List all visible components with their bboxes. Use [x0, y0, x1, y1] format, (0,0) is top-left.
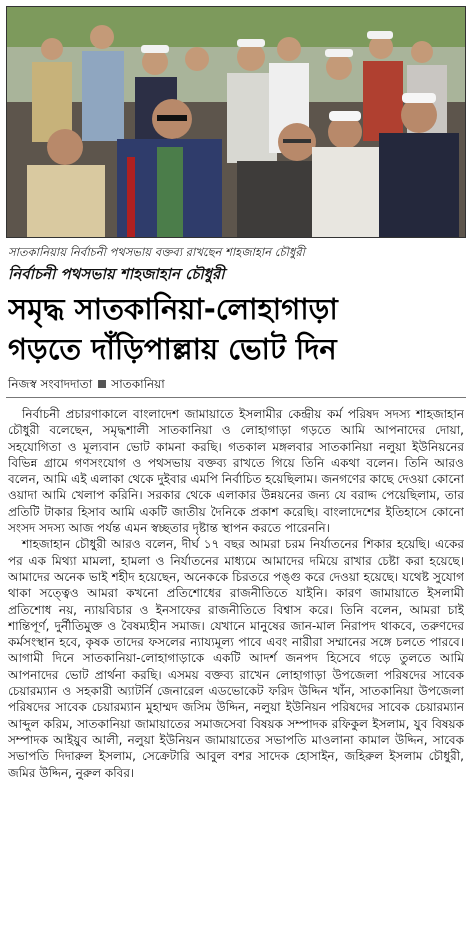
photo-caption: সাতকানিয়ায় নির্বাচনী পথসভায় বক্তব্য রাখছেন শাহজাহান চৌধুরী	[8, 245, 305, 259]
crowd-photo-image	[7, 7, 465, 237]
byline-location: সাতকানিয়া	[111, 377, 165, 391]
article-paragraph: নির্বাচনী প্রচারণাকালে বাংলাদেশ জামায়াতে ইসলামীর কেন্দ্রীয় কর্ম পরিষদ সদস্য শাহজাহান চৌধুরী বলেছেন, সমৃদ্ধশালী সাতকানিয়া ও লোহাগাড়া গড়তে আমি আপনাদের দোয়া, সহযোগিতা ও মূল্যবান ভোট কামনা করছি। গতকাল মঙ্গলবার সাতকানিয়া নলুয়া ইউনিয়নের বিভিন্ন গ্রামে গণসংযোগ ও পথসভায় বক্তব্য রাখতে গিয়ে তিনি একথা বলেন। তিনি আরও বলেন, আমি এই এলাকা থেকে দুইবার এমপি নির্বাচিত হয়েছিলাম। জনগণের কাছে দেওয়া কোনো ওয়াদা আমি খেলাপ করিনি। সরকার থেকে এলাকার উন্নয়নের জন্য যে বরাদ্দ পেয়েছিলাম, তার প্রতিটি টাকার হিসাব আমি একটি জাতীয় দৈনিকে প্রকাশ করেছি। বাংলাদেশের ইতিহাসে কোনো সংসদ সদস্য আজ পর্যন্ত এমন স্বচ্ছতার দৃষ্টান্ত স্থাপন করতে পারেননি।	[8, 407, 464, 536]
divider	[6, 397, 466, 398]
headline-line-1: সমৃদ্ধ সাতকানিয়া-লোহাগাড়া	[8, 292, 338, 326]
article-kicker: নির্বাচনী পথসভায় শাহজাহান চৌধুরী	[8, 265, 225, 283]
article-body	[8, 406, 464, 924]
byline-reporter: নিজস্ব সংবাদদাতা	[8, 377, 93, 391]
article-paragraph: শাহজাহান চৌধুরী আরও বলেন, দীর্ঘ ১৭ বছর আমরা চরম নির্যাতনের শিকার হয়েছি। একের পর এক মিথ্যা মামলা, হামলা ও নির্যাতনের মাধ্যমে আমাদের দমিয়ে রাখার চেষ্টা করা হয়েছে। আমাদের অনেক ভাই শহীদ হয়েছেন, অনেককে চিরতরে পঙ্গু করে দেওয়া হয়েছে। যথেষ্ট সুযোগ থাকা সত্ত্বেও আমরা কখনো প্রতিশোধের রাজনীতিতে যাইনি। কারণ জামায়াতে ইসলামী প্রতিশোধ নয়, ন্যায়বিচার ও ইনসাফের রাজনীতিতে বিশ্বাস করে। তিনি বলেন, আমরা চাই শান্তিপূর্ণ, দুর্নীতিমুক্ত ও বৈষম্যহীন সমাজ। যেখানে মানুষের জান-মাল নিরাপদ থাকবে, তরুণদের কর্মসংস্থান হবে, কৃষক তাদের ফসলের ন্যায্যমূল্য পাবে এবং নারীরা সম্মানের সঙ্গে চলতে পারবে। আগামী দিনে সাতকানিয়া-লোহাগাড়াকে একটি আদর্শ জনপদ হিসেবে গড়ে তুলতে আমি আপনাদের ভোট প্রার্থনা করছি। এসময় বক্তব্য রাখেন লোহাগাড়া উপজেলা পরিষদের সাবেক চেয়ারম্যান ও সহকারী অ্যাটর্নি জেনারেল এডভোকেট ফরিদ উদ্দিন খাঁন, সাতকানিয়া উপজেলা পরিষদের সাবেক চেয়ারম্যান মুহাম্মদ জসিম উদ্দিন, নলুয়া ইউনিয়ন পরিষদের সাবেক চেয়ারম্যান আব্দুল করিম, সাতকানিয়া জামায়াতের সমাজসেবা বিষয়ক সম্পাদক রফিকুল ইসলাম, যুব বিষয়ক সম্পাদক আইয়ুব আলী, নলুয়া ইউনিয়ন জামায়াতের সভাপতি মাওলানা কামাল উদ্দিন, সাবেক সভাপতি দিদারুল ইসলাম, সেক্রেটারি আবুল বশর সাদেক হোসাইন, জহিরুল ইসলাম চৌধুরী, জমির উদ্দিন, নুরুল কবির।	[8, 537, 464, 780]
news-photo	[6, 6, 466, 238]
separator-square-icon	[98, 380, 106, 388]
byline	[8, 376, 464, 396]
headline-line-2: গড়তে দাঁড়িপাল্লায় ভোট দিন	[8, 332, 337, 366]
article-headline	[8, 289, 464, 369]
news-clipping	[6, 6, 466, 924]
